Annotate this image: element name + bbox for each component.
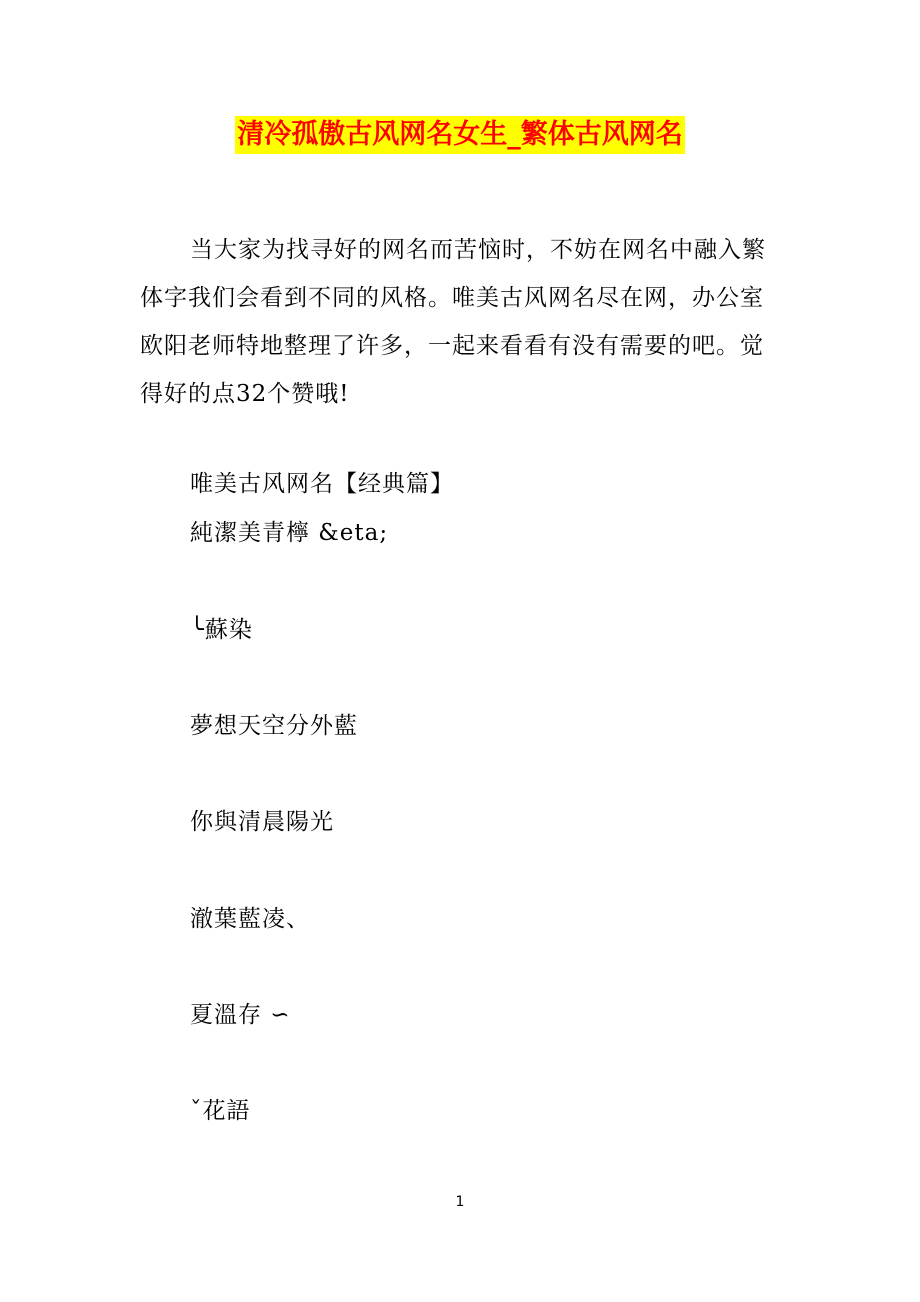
intro-paragraph: 当大家为找寻好的网名而苦恼时，不妨在网名中融入繁体字我们会看到不同的风格。唯美古风网名尽在网，办公室欧阳老师特地整理了许多，一起来看看有没有需要的吧。觉得好的点32个赞哦! [140,237,766,407]
name-item-2: ╰蘇染 [190,617,253,643]
page-title: 清冷孤傲古风网名女生_繁体古风网名 [235,116,685,154]
title-container [0,116,920,154]
page-number: 1 [455,1194,465,1210]
section-heading: 唯美古风网名【经典篇】 [190,471,454,497]
name-item-3: 夢想天空分外藍 [190,713,358,739]
name-item-4: 你與清晨陽光 [190,809,334,835]
name-item-5: 澈葉藍凌、 [190,906,310,932]
name-item-6: 夏溫存 ∽ [190,1002,291,1028]
name-item-1: 純潔美青檸 &eta; [190,520,389,546]
name-item-7: ˇ花語 [190,1098,251,1124]
